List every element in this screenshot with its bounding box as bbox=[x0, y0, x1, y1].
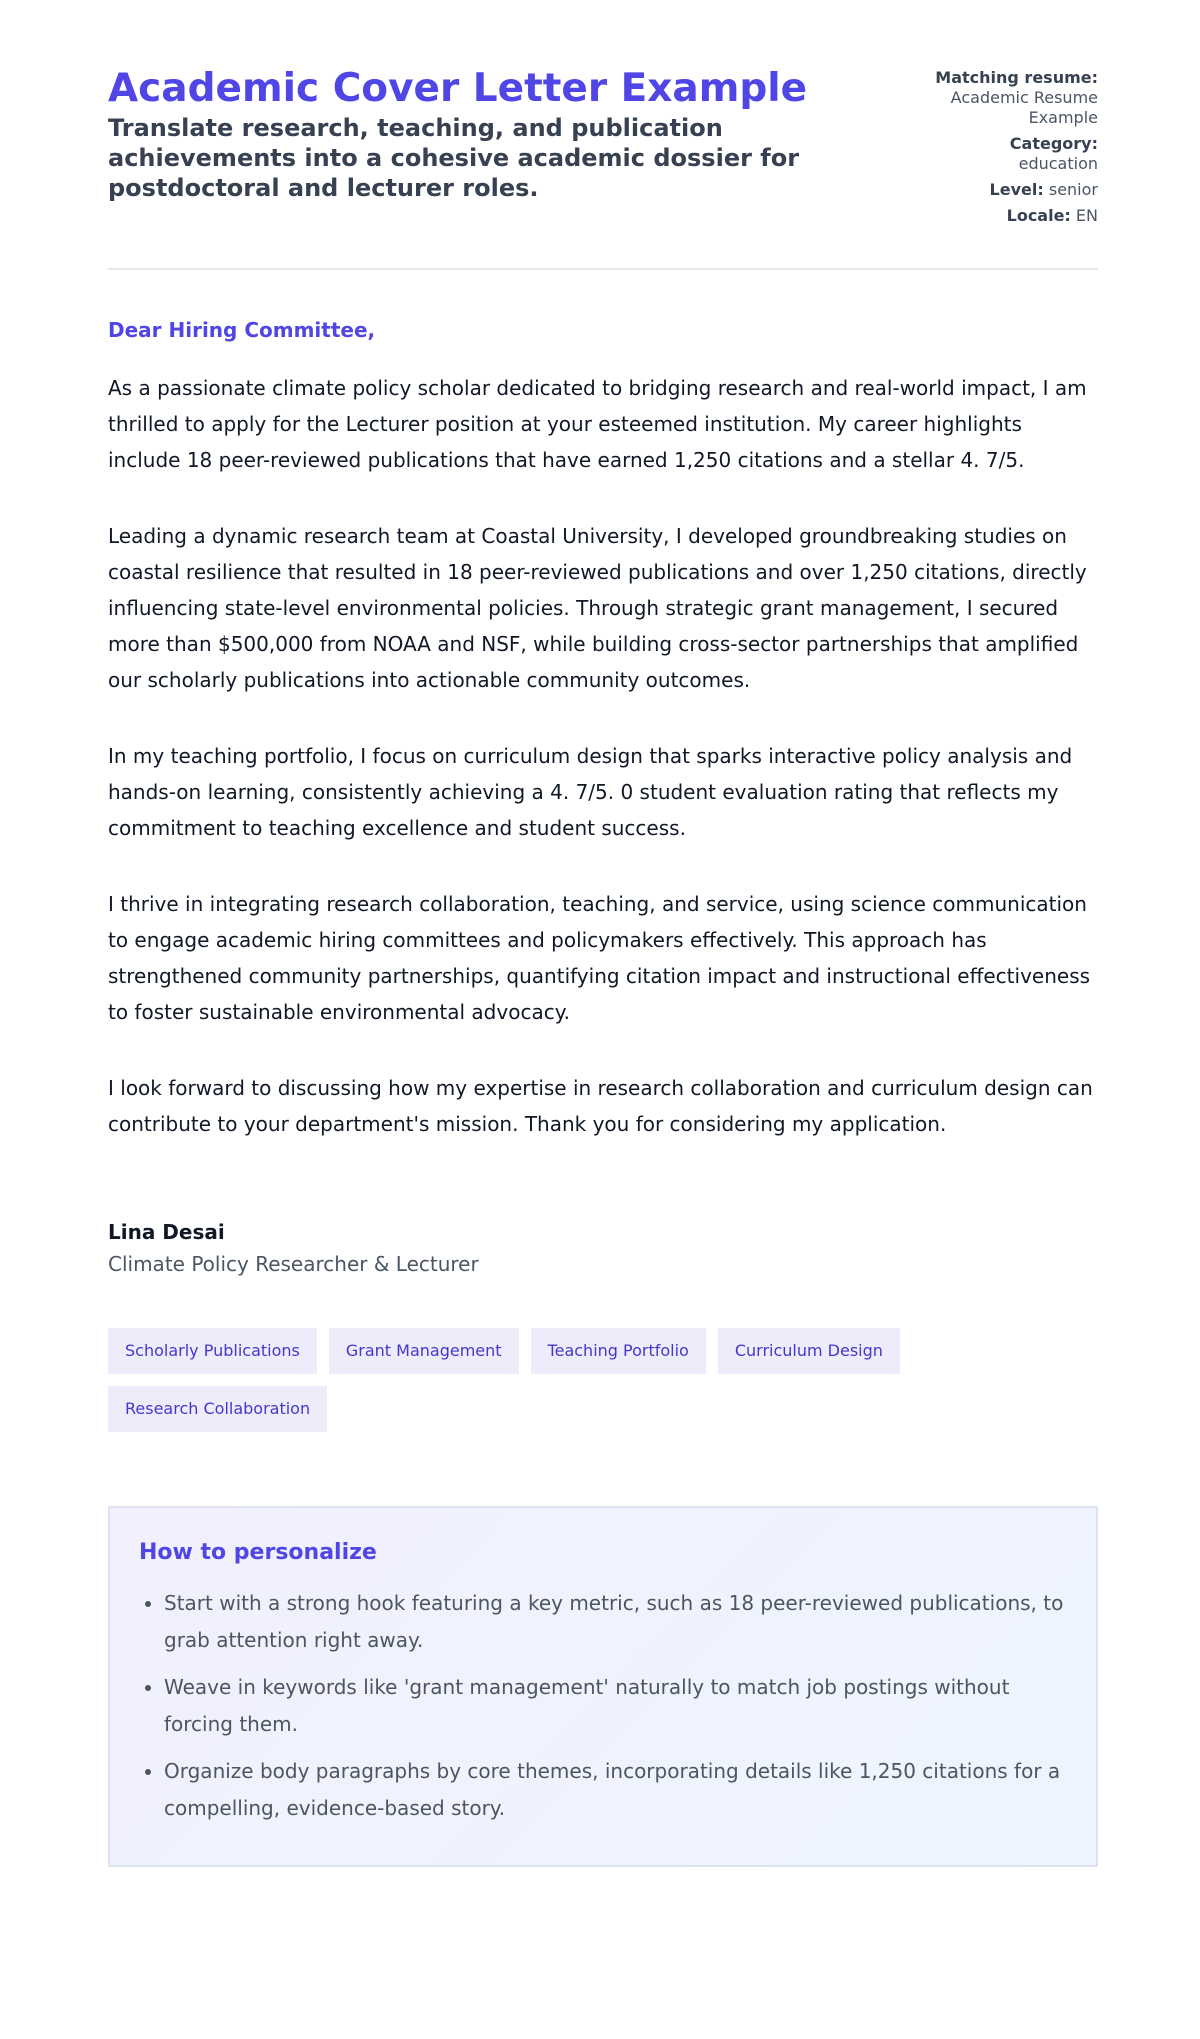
tips-list bbox=[139, 1585, 1066, 1827]
divider bbox=[108, 268, 1098, 270]
letter-paragraph: I thrive in integrating research collaboration, teaching, and service, using science communication to engage academic hiring committees and policymakers effectively. This approach has strengthened community partnerships, quantifying citation impact and instructional effectiveness to foster sustainable environmental advocacy. bbox=[108, 892, 1091, 1024]
meta-matching-resume bbox=[898, 68, 1098, 128]
meta-panel bbox=[898, 68, 1098, 232]
letter-paragraph: In my teaching portfolio, I focus on curriculum design that sparks interactive policy analysis and hands-on learning, consistently achieving a 4. 7/5. 0 student evaluation rating that reflects my commitment to teaching excellence and student success. bbox=[108, 744, 1073, 840]
meta-label: Matching resume: bbox=[935, 68, 1098, 87]
page-subtitle: Translate research, teaching, and publication achievements into a cohesive academic dossier for postdoctoral and lecturer roles. bbox=[108, 113, 800, 202]
tips-heading: How to personalize bbox=[139, 1540, 377, 1565]
keyword-tag: Grant Management bbox=[329, 1328, 519, 1374]
page-header bbox=[108, 62, 1098, 232]
keyword-tag: Teaching Portfolio bbox=[531, 1328, 706, 1374]
meta-value: senior bbox=[1048, 180, 1098, 199]
meta-level bbox=[898, 180, 1098, 200]
letter-paragraph: Leading a dynamic research team at Coastal University, I developed groundbreaking studies on coastal resilience that resulted in 18 peer-reviewed publications and over 1,250 citations, directly influencing state-level environmental policies. Through strategic grant management, I secured more than $500,000 from NOAA and NSF, while building cross-sector partnerships that amplified our scholarly publications into actionable community outcomes. bbox=[108, 524, 1087, 692]
meta-label: Level: bbox=[989, 180, 1044, 199]
meta-value: education bbox=[1018, 154, 1098, 173]
letter-paragraph: I look forward to discussing how my expertise in research collaboration and curriculum design can contribute to your department's mission. Thank you for considering my application. bbox=[108, 1076, 1093, 1136]
title-block bbox=[108, 62, 888, 203]
meta-label: Locale: bbox=[1006, 206, 1071, 225]
signature-role: Climate Policy Researcher & Lecturer bbox=[108, 1252, 479, 1276]
meta-label: Category: bbox=[1009, 134, 1098, 153]
keyword-tag: Scholarly Publications bbox=[108, 1328, 317, 1374]
keyword-tag: Research Collaboration bbox=[108, 1386, 327, 1432]
letter-paragraph: As a passionate climate policy scholar dedicated to bridging research and real-world impact, I am thrilled to apply for the Lecturer position at your esteemed institution. My career highlights include 18 peer-reviewed publications that have earned 1,250 citations and a stellar 4. 7/5. bbox=[108, 376, 1087, 472]
tip-item: • Start with a strong hook featuring a key metric, such as 18 peer-reviewed publications, to grab attention right away. bbox=[164, 1585, 1066, 1659]
page-title: Academic Cover Letter Example bbox=[108, 66, 808, 111]
meta-locale bbox=[898, 206, 1098, 226]
meta-value: EN bbox=[1075, 206, 1098, 225]
meta-value: Academic Resume Example bbox=[950, 88, 1098, 127]
letter-greeting: Dear Hiring Committee, bbox=[108, 318, 376, 342]
tip-item: • Organize body paragraphs by core themes, incorporating details like 1,250 citations for a compelling, evidence-based story. bbox=[164, 1753, 1066, 1827]
personalize-tips-box bbox=[108, 1506, 1098, 1867]
keyword-tags bbox=[108, 1328, 988, 1432]
keyword-tag: Curriculum Design bbox=[718, 1328, 900, 1374]
signature-name: Lina Desai bbox=[108, 1220, 225, 1244]
meta-category bbox=[898, 134, 1098, 174]
tip-item: • Weave in keywords like 'grant management' naturally to match job postings without forcing them. bbox=[164, 1669, 1066, 1743]
